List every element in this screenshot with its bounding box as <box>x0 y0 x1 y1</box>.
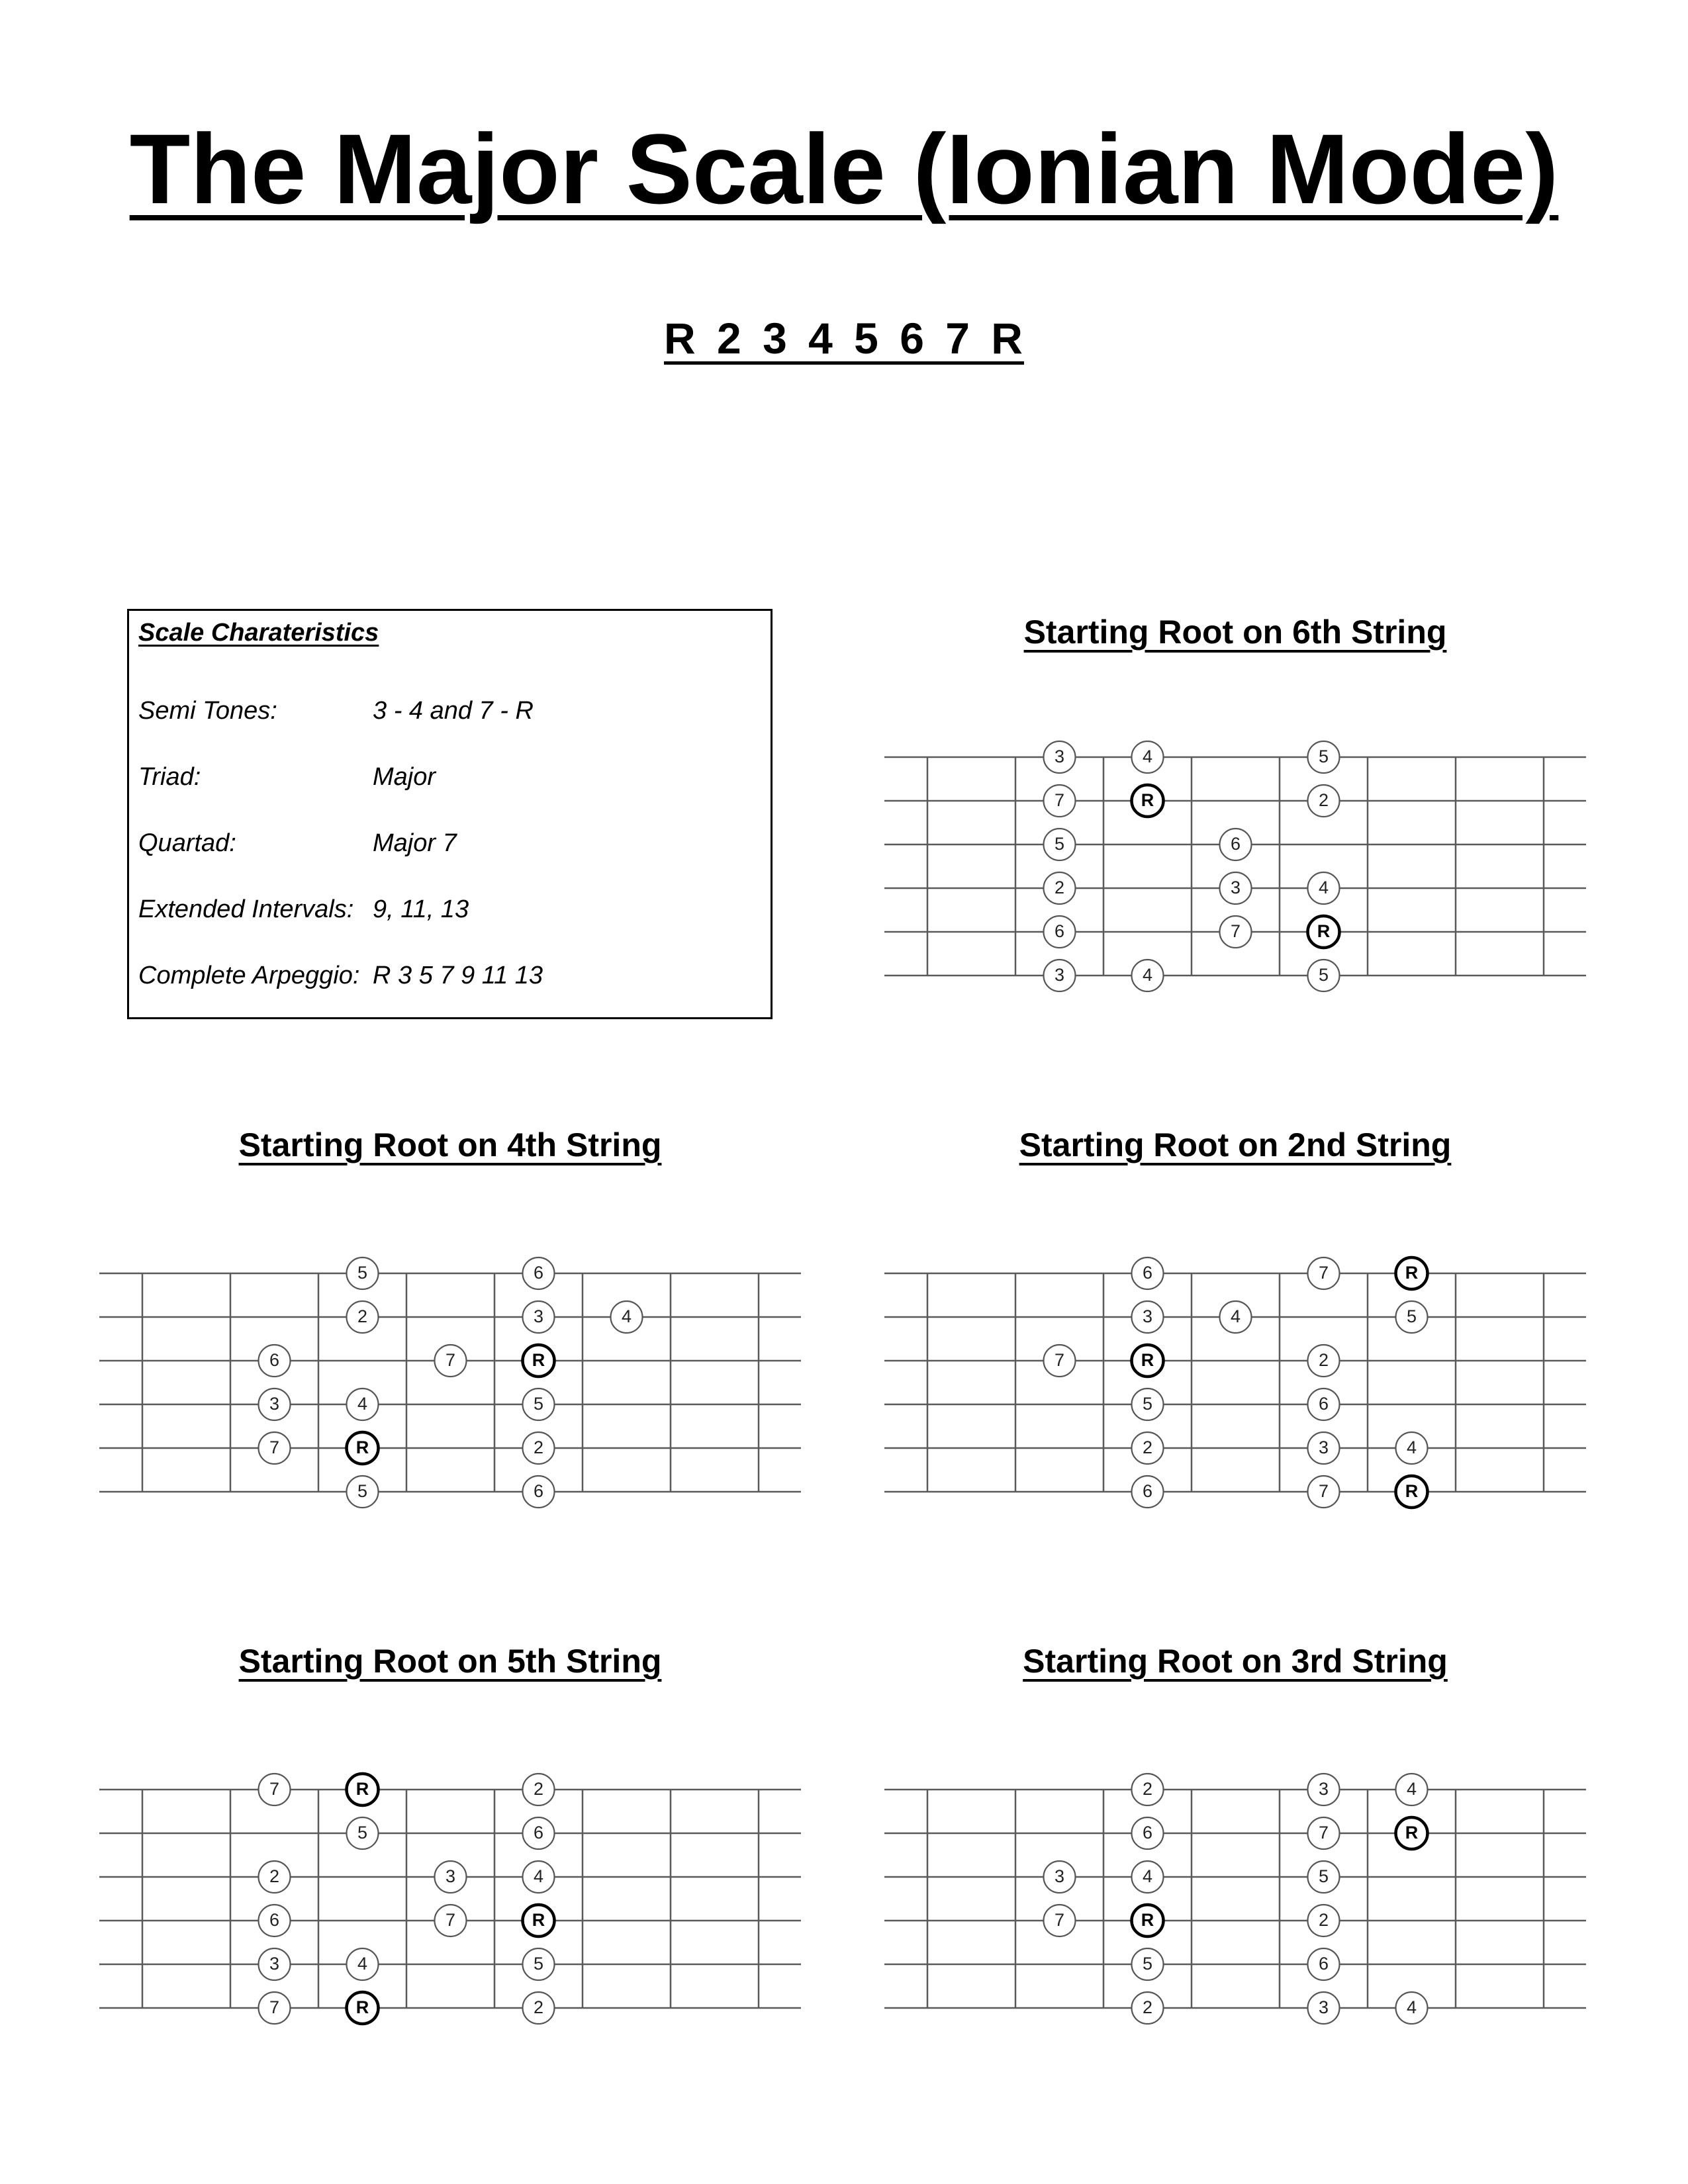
scale-degree-marker <box>259 1345 291 1377</box>
scale-degree-marker <box>1132 1861 1164 1893</box>
scale-degree-marker <box>523 1257 555 1289</box>
note-label: R <box>532 1350 545 1371</box>
root-note-marker <box>1396 1476 1428 1508</box>
scale-degree-marker <box>1044 829 1076 860</box>
characteristic-label: Complete Arpeggio: <box>138 962 360 989</box>
note-label: 5 <box>357 1263 368 1283</box>
note-label: 2 <box>1054 878 1065 898</box>
scale-degree-marker <box>523 1774 555 1805</box>
scale-degree-marker <box>435 1861 467 1893</box>
page-title <box>0 113 1688 224</box>
root-note-marker <box>347 1432 379 1464</box>
note-label: 5 <box>357 1823 368 1843</box>
note-label: R <box>1141 790 1154 811</box>
characteristic-label: Quartad: <box>138 829 236 857</box>
scale-degree-marker <box>1308 1476 1340 1508</box>
note-label: 7 <box>1054 1910 1065 1931</box>
note-label: R <box>1405 1481 1419 1502</box>
characteristic-label: Triad: <box>138 763 201 791</box>
scale-degree-marker <box>347 1301 379 1333</box>
note-label: 7 <box>269 1437 280 1458</box>
note-label: 2 <box>1142 1997 1153 2018</box>
diagram-title-root-4th <box>86 1128 814 1161</box>
scale-degree-marker <box>523 1817 555 1849</box>
scale-degree-marker <box>1044 960 1076 991</box>
fretboard-diagram-root-3rd <box>884 1767 1586 2019</box>
note-label: 2 <box>269 1866 280 1887</box>
note-label: 5 <box>1406 1306 1417 1327</box>
characteristic-label: Extended Intervals: <box>138 895 354 923</box>
root-note-marker <box>1396 1257 1428 1289</box>
note-label: 4 <box>1142 965 1153 985</box>
scale-degree-marker <box>1132 1774 1164 1805</box>
scale-degree-marker <box>1308 1345 1340 1377</box>
scale-degree-marker <box>1308 1432 1340 1464</box>
diagram-title-root-3rd <box>871 1645 1599 1678</box>
scale-degree-marker <box>1396 1774 1428 1805</box>
note-label: 5 <box>1318 747 1329 767</box>
note-label: 6 <box>1318 1954 1329 1974</box>
scale-degree-marker <box>1308 1774 1340 1805</box>
fretboard-diagram-root-6th <box>884 735 1586 986</box>
note-label: 7 <box>1054 1350 1065 1371</box>
scale-degree-marker <box>1044 916 1076 948</box>
note-label: 6 <box>533 1823 544 1843</box>
scale-degree-marker <box>1132 1388 1164 1420</box>
diagram-title-text: Starting Root on 4th String <box>238 1126 662 1163</box>
note-label: 7 <box>1318 1481 1329 1502</box>
note-label: 4 <box>357 1394 368 1414</box>
scale-degree-marker <box>523 1432 555 1464</box>
scale-degree-marker <box>1132 1992 1164 2024</box>
scale-degree-marker <box>611 1301 643 1333</box>
scale-degree-marker <box>259 1432 291 1464</box>
scale-degree-marker <box>523 1301 555 1333</box>
scale-degree-marker <box>1308 872 1340 904</box>
note-label: 7 <box>445 1350 456 1371</box>
scale-degree-marker <box>1132 1257 1164 1289</box>
scale-degree-marker <box>1396 1992 1428 2024</box>
root-note-marker <box>1308 916 1340 948</box>
note-label: 3 <box>1230 878 1241 898</box>
note-label: 5 <box>533 1954 544 1974</box>
page-title-text: The Major Scale (Ionian Mode) <box>129 113 1559 224</box>
scale-degree-marker <box>259 1992 291 2024</box>
root-note-marker <box>1132 785 1164 817</box>
fretboard-diagram-root-2nd <box>884 1251 1586 1502</box>
scale-degree-marker <box>1220 1301 1252 1333</box>
scale-degree-marker <box>1308 1861 1340 1893</box>
diagram-title-text: Starting Root on 2nd String <box>1019 1126 1452 1163</box>
root-note-marker <box>523 1905 555 1936</box>
scale-degree-marker <box>259 1905 291 1936</box>
note-label: 7 <box>1318 1823 1329 1843</box>
note-label: 7 <box>269 1997 280 2018</box>
note-label: 2 <box>1318 1910 1329 1931</box>
scale-formula-text: R 2 3 4 5 6 7 R <box>664 314 1024 363</box>
scale-degree-marker <box>1044 785 1076 817</box>
note-label: 5 <box>1318 1866 1329 1887</box>
note-label: R <box>355 1997 369 2018</box>
characteristic-value: R 3 5 7 9 11 13 <box>373 962 543 989</box>
scale-characteristics-box <box>127 609 773 1019</box>
note-label: R <box>355 1779 369 1799</box>
scale-degree-marker <box>1308 960 1340 991</box>
diagram-title-text: Starting Root on 3rd String <box>1023 1643 1448 1680</box>
note-label: 4 <box>1406 1997 1417 2018</box>
scale-degree-marker <box>1308 741 1340 773</box>
scale-degree-marker <box>523 1861 555 1893</box>
note-label: 4 <box>1406 1779 1417 1799</box>
note-label: 6 <box>533 1481 544 1502</box>
note-label: 3 <box>1054 1866 1065 1887</box>
characteristic-value: 9, 11, 13 <box>373 895 469 923</box>
note-label: 5 <box>1054 834 1065 854</box>
note-label: 2 <box>533 1779 544 1799</box>
scale-degree-marker <box>435 1905 467 1936</box>
scale-degree-marker <box>1308 1992 1340 2024</box>
note-label: 6 <box>269 1350 280 1371</box>
note-label: 6 <box>1318 1394 1329 1414</box>
scale-degree-marker <box>347 1257 379 1289</box>
scale-degree-marker <box>259 1388 291 1420</box>
scale-degree-marker <box>523 1388 555 1420</box>
note-label: 4 <box>533 1866 544 1887</box>
scale-degree-marker <box>1132 741 1164 773</box>
scale-degree-marker <box>523 1948 555 1980</box>
note-label: 4 <box>1318 878 1329 898</box>
scale-formula <box>0 314 1688 363</box>
note-label: 7 <box>1054 790 1065 811</box>
root-note-marker <box>1132 1345 1164 1377</box>
scale-degree-marker <box>1220 829 1252 860</box>
scale-degree-marker <box>1308 785 1340 817</box>
scale-degree-marker <box>259 1948 291 1980</box>
note-label: 5 <box>533 1394 544 1414</box>
diagram-title-root-5th <box>86 1645 814 1678</box>
note-label: R <box>355 1437 369 1458</box>
note-label: 3 <box>1142 1306 1153 1327</box>
diagram-title-text: Starting Root on 5th String <box>238 1643 662 1680</box>
scale-degree-marker <box>1132 960 1164 991</box>
scale-degree-marker <box>1132 1817 1164 1849</box>
scale-degree-marker <box>1220 916 1252 948</box>
diagram-title-root-2nd <box>871 1128 1599 1161</box>
note-label: 2 <box>533 1997 544 2018</box>
note-label: R <box>1141 1910 1154 1931</box>
root-note-marker <box>347 1774 379 1805</box>
note-label: 4 <box>1142 1866 1153 1887</box>
scale-degree-marker <box>1308 1948 1340 1980</box>
note-label: R <box>1317 921 1331 942</box>
scale-degree-marker <box>1396 1301 1428 1333</box>
note-label: 6 <box>269 1910 280 1931</box>
scale-degree-marker <box>1396 1432 1428 1464</box>
note-label: 3 <box>445 1866 456 1887</box>
scale-degree-marker <box>1220 872 1252 904</box>
scale-degree-marker <box>523 1992 555 2024</box>
note-label: R <box>1141 1350 1154 1371</box>
scale-degree-marker <box>347 1817 379 1849</box>
note-label: R <box>532 1910 545 1931</box>
note-label: 6 <box>1054 921 1065 942</box>
scale-degree-marker <box>1132 1948 1164 1980</box>
fretboard-diagram-root-4th <box>99 1251 801 1502</box>
scale-degree-marker <box>1044 1905 1076 1936</box>
scale-degree-marker <box>1044 1861 1076 1893</box>
note-label: 5 <box>1318 965 1329 985</box>
scale-degree-marker <box>1308 1388 1340 1420</box>
note-label: 2 <box>1142 1437 1153 1458</box>
note-label: 3 <box>1318 1997 1329 2018</box>
note-label: 7 <box>1230 921 1241 942</box>
note-label: 3 <box>269 1394 280 1414</box>
characteristic-value: 3 - 4 and 7 - R <box>373 697 534 725</box>
scale-degree-marker <box>259 1774 291 1805</box>
scale-degree-marker <box>347 1476 379 1508</box>
note-label: 2 <box>1318 1350 1329 1371</box>
diagram-title-text: Starting Root on 6th String <box>1023 614 1447 651</box>
note-label: 3 <box>269 1954 280 1974</box>
scale-degree-marker <box>523 1476 555 1508</box>
root-note-marker <box>1396 1817 1428 1849</box>
scale-degree-marker <box>347 1948 379 1980</box>
scale-degree-marker <box>1132 1476 1164 1508</box>
note-label: 6 <box>1142 1481 1153 1502</box>
note-label: 6 <box>533 1263 544 1283</box>
note-label: 5 <box>357 1481 368 1502</box>
note-label: 7 <box>1318 1263 1329 1283</box>
note-label: 7 <box>269 1779 280 1799</box>
characteristic-label: Semi Tones: <box>138 697 277 725</box>
note-label: 3 <box>1318 1437 1329 1458</box>
scale-degree-marker <box>1308 1817 1340 1849</box>
note-label: 6 <box>1142 1263 1153 1283</box>
scale-degree-marker <box>1132 1432 1164 1464</box>
characteristic-value: Major 7 <box>373 829 457 857</box>
note-label: 3 <box>1318 1779 1329 1799</box>
note-label: 5 <box>1142 1394 1153 1414</box>
scale-degree-marker <box>259 1861 291 1893</box>
note-label: 4 <box>621 1306 632 1327</box>
note-label: 2 <box>1142 1779 1153 1799</box>
scale-degree-marker <box>1132 1301 1164 1333</box>
note-label: 7 <box>445 1910 456 1931</box>
note-label: 2 <box>533 1437 544 1458</box>
note-label: 3 <box>1054 965 1065 985</box>
note-label: 3 <box>533 1306 544 1327</box>
note-label: 6 <box>1142 1823 1153 1843</box>
note-label: 4 <box>1406 1437 1417 1458</box>
note-label: R <box>1405 1263 1419 1283</box>
note-label: 5 <box>1142 1954 1153 1974</box>
characteristic-value: Major <box>373 763 436 791</box>
fretboard-diagram-root-5th <box>99 1767 801 2019</box>
scale-degree-marker <box>1044 1345 1076 1377</box>
scale-degree-marker <box>435 1345 467 1377</box>
scale-degree-marker <box>1308 1257 1340 1289</box>
scale-degree-marker <box>1308 1905 1340 1936</box>
diagram-title-root-6th <box>871 615 1599 649</box>
root-note-marker <box>1132 1905 1164 1936</box>
note-label: 4 <box>1142 747 1153 767</box>
note-label: 2 <box>1318 790 1329 811</box>
root-note-marker <box>347 1992 379 2024</box>
scale-degree-marker <box>1044 741 1076 773</box>
note-label: 6 <box>1230 834 1241 854</box>
note-label: R <box>1405 1823 1419 1843</box>
characteristics-heading: Scale Charateristics <box>138 619 379 647</box>
note-label: 2 <box>357 1306 368 1327</box>
root-note-marker <box>523 1345 555 1377</box>
note-label: 4 <box>1230 1306 1241 1327</box>
note-label: 3 <box>1054 747 1065 767</box>
note-label: 4 <box>357 1954 368 1974</box>
scale-degree-marker <box>1044 872 1076 904</box>
scale-degree-marker <box>347 1388 379 1420</box>
